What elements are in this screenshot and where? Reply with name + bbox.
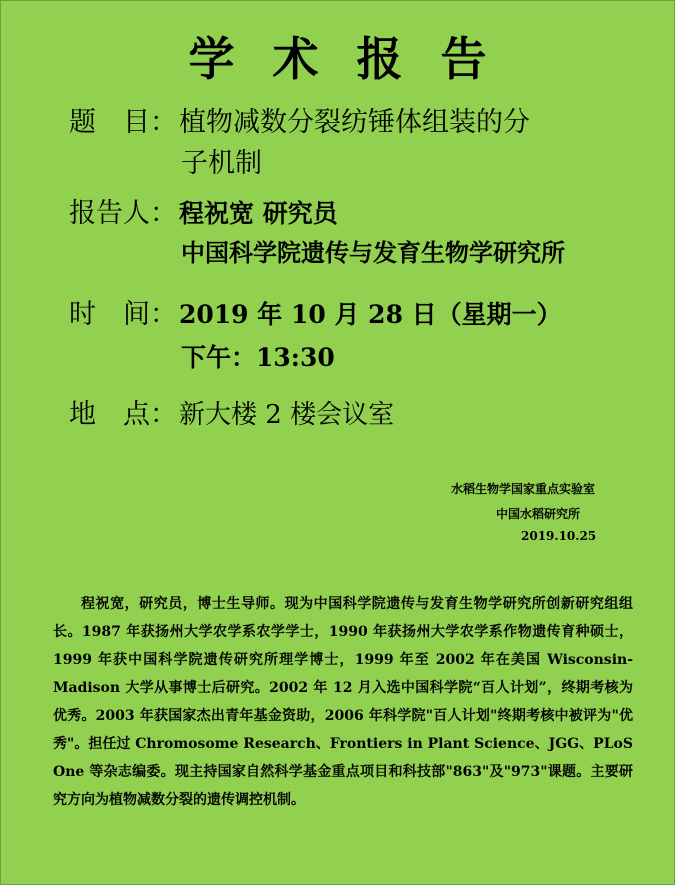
place-value: 新大楼 2 楼会议室 — [179, 400, 395, 430]
speaker-name: 程祝宽 研究员 — [179, 199, 338, 228]
topic-line1: 植物减数分裂纺锤体组装的分 — [179, 107, 530, 138]
speaker-bio: 程祝宽，研究员，博士生导师。现为中国科学院遗传与发育生物学研究所创新研究组组长。1987 年获扬州大学农学系农学学士，1990 年获扬州大学农学系作物遗传育种硕士，1999 年获中国科学院遗传研究所理学博士，1999 年至 2002 年在美国 Wisconsin-Madison 大学从事博士后研究。2002 年 12 月入选中国科学院“百人计划”，终期考核为优秀。2003 年获国家杰出青年基金资助，2006 年科学院"百人计划"终期考核中被评为"优秀"。担任过 Chromosome Research、Frontiers in Plant Science、JGG、PLoS One 等杂志编委。现主持国家自然科学基金重点项目和科技部"863"及"973"课题。主要研究方向为植物减数分裂的遗传调控机制。 — [53, 596, 633, 808]
topic-row — [69, 105, 530, 141]
time-date: 2019 年 10 月 28 日（星期一） — [179, 300, 562, 329]
place-label: 地 点： — [69, 399, 177, 430]
organizer-institute: 中国水稻研究所 — [496, 507, 581, 521]
place-row — [69, 397, 394, 433]
speaker-row — [69, 196, 338, 232]
time-row — [69, 297, 562, 333]
time-clock: 下午：13:30 — [181, 343, 335, 372]
time-label: 时 间： — [69, 299, 177, 330]
speaker-label: 报告人： — [69, 198, 177, 229]
speaker-affiliation: 中国科学院遗传与发育生物学研究所 — [181, 238, 565, 267]
topic-label: 题 目： — [69, 107, 177, 138]
topic-line2: 子机制 — [181, 148, 262, 179]
organizer-date: 2019.10.25 — [521, 529, 597, 543]
organizer-lab: 水稻生物学国家重点实验室 — [451, 482, 596, 496]
poster-title: 学术报告 — [188, 32, 525, 86]
